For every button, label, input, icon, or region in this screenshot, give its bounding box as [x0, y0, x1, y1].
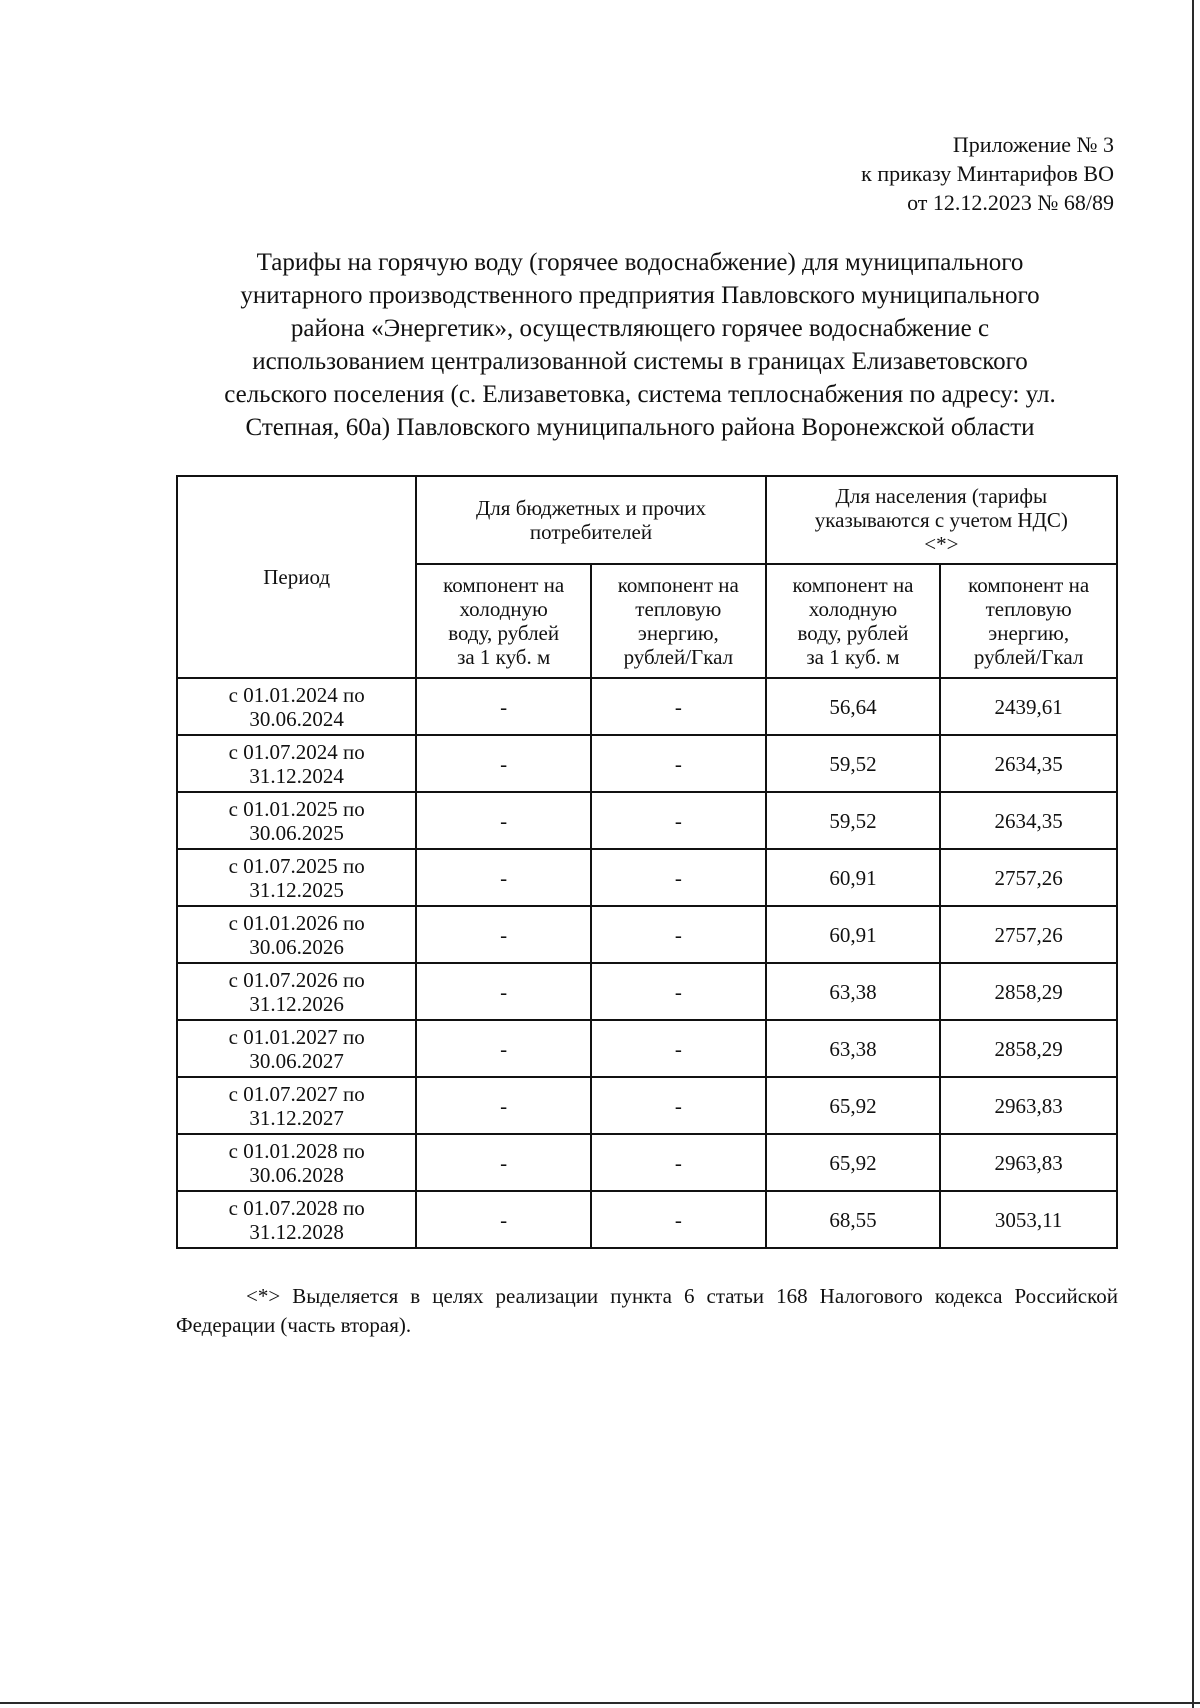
appendix-reference — [861, 130, 1114, 217]
population-cold-cell: 68,55 — [766, 1191, 941, 1248]
budget-cold-cell: - — [416, 1020, 591, 1077]
period-cell: с 01.07.2027 по 31.12.2027 — [177, 1077, 416, 1134]
table-row — [177, 1020, 1117, 1077]
title-line: Тарифы на горячую воду (горячее водоснабжение) для муниципального — [256, 249, 1024, 276]
population-heat-cell: 2634,35 — [940, 792, 1117, 849]
budget-heat-cell: - — [591, 1020, 766, 1077]
tariff-table — [176, 475, 1118, 1249]
table-row — [177, 1191, 1117, 1248]
budget-heat-cell: - — [591, 1134, 766, 1191]
period-cell: с 01.07.2024 по 31.12.2024 — [177, 735, 416, 792]
title-line: сельского поселения (с. Елизаветовка, система теплоснабжения по адресу: ул. — [224, 381, 1056, 408]
population-heat-cell: 2439,61 — [940, 678, 1117, 735]
period-cell: с 01.01.2024 по 30.06.2024 — [177, 678, 416, 735]
period-cell: с 01.01.2026 по 30.06.2026 — [177, 906, 416, 963]
period-cell: с 01.01.2027 по 30.06.2027 — [177, 1020, 416, 1077]
title-line: района «Энергетик», осуществляющего горячее водоснабжение с — [290, 315, 990, 342]
budget-cold-cell: - — [416, 735, 591, 792]
period-cell: с 01.01.2028 по 30.06.2028 — [177, 1134, 416, 1191]
budget-cold-cell: - — [416, 849, 591, 906]
budget-heat-cell: - — [591, 1191, 766, 1248]
table-row — [177, 1134, 1117, 1191]
budget-heat-cell: - — [591, 792, 766, 849]
budget-heat-header: компонент на тепловую энергию, рублей/Гкал — [591, 564, 766, 678]
budget-heat-cell: - — [591, 849, 766, 906]
budget-cold-cell: - — [416, 1134, 591, 1191]
population-heat-cell: 2634,35 — [940, 735, 1117, 792]
population-cold-header: компонент на холодную воду, рублей за 1 куб. м — [766, 564, 941, 678]
document-title — [160, 246, 1120, 444]
population-heat-cell: 2757,26 — [940, 906, 1117, 963]
title-line: Степная, 60а) Павловского муниципального района Воронежской области — [245, 414, 1035, 441]
population-heat-cell: 2858,29 — [940, 963, 1117, 1020]
budget-cold-cell: - — [416, 963, 591, 1020]
population-cold-cell: 63,38 — [766, 963, 941, 1020]
appendix-order: к приказу Минтарифов ВО — [861, 161, 1114, 186]
title-line: унитарного производственного предприятия Павловского муниципального — [240, 282, 1040, 309]
population-heat-cell: 2963,83 — [940, 1134, 1117, 1191]
budget-cold-cell: - — [416, 1077, 591, 1134]
budget-heat-cell: - — [591, 906, 766, 963]
population-cold-cell: 60,91 — [766, 906, 941, 963]
population-cold-cell: 59,52 — [766, 735, 941, 792]
budget-cold-cell: - — [416, 906, 591, 963]
budget-cold-cell: - — [416, 792, 591, 849]
table-row — [177, 906, 1117, 963]
population-cold-cell: 60,91 — [766, 849, 941, 906]
table-row — [177, 1077, 1117, 1134]
population-cold-cell: 65,92 — [766, 1134, 941, 1191]
table-row — [177, 792, 1117, 849]
period-cell: с 01.07.2026 по 31.12.2026 — [177, 963, 416, 1020]
population-group-header: Для населения (тарифы указываются с учетом НДС) <*> — [766, 476, 1117, 564]
population-cold-cell: 59,52 — [766, 792, 941, 849]
population-heat-cell: 3053,11 — [940, 1191, 1117, 1248]
period-cell: с 01.01.2025 по 30.06.2025 — [177, 792, 416, 849]
population-heat-header: компонент на тепловую энергию, рублей/Гкал — [940, 564, 1117, 678]
population-heat-cell: 2757,26 — [940, 849, 1117, 906]
population-heat-cell: 2963,83 — [940, 1077, 1117, 1134]
budget-heat-cell: - — [591, 678, 766, 735]
budget-cold-cell: - — [416, 1191, 591, 1248]
population-cold-cell: 56,64 — [766, 678, 941, 735]
budget-cold-cell: - — [416, 678, 591, 735]
table-row — [177, 849, 1117, 906]
table-header-row — [177, 476, 1117, 564]
population-cold-cell: 65,92 — [766, 1077, 941, 1134]
budget-cold-header: компонент на холодную воду, рублей за 1 куб. м — [416, 564, 591, 678]
period-cell: с 01.07.2025 по 31.12.2025 — [177, 849, 416, 906]
budget-heat-cell: - — [591, 735, 766, 792]
appendix-date: от 12.12.2023 № 68/89 — [907, 190, 1114, 215]
scan-edge-right — [1192, 0, 1194, 1708]
title-line: использованием централизованной системы в границах Елизаветовского — [252, 348, 1028, 375]
scan-edge-bottom — [0, 1702, 1200, 1704]
budget-heat-cell: - — [591, 963, 766, 1020]
budget-heat-cell: - — [591, 1077, 766, 1134]
table-row — [177, 678, 1117, 735]
period-header: Период — [177, 476, 416, 678]
population-cold-cell: 63,38 — [766, 1020, 941, 1077]
footnote: <*> Выделяется в целях реализации пункта 6 статьи 168 Налогового кодекса Российской Федерации (часть вторая). — [176, 1284, 1118, 1337]
table-row — [177, 963, 1117, 1020]
period-cell: с 01.07.2028 по 31.12.2028 — [177, 1191, 416, 1248]
table-row — [177, 735, 1117, 792]
population-heat-cell: 2858,29 — [940, 1020, 1117, 1077]
budget-group-header: Для бюджетных и прочих потребителей — [416, 476, 765, 564]
appendix-number: Приложение № 3 — [952, 132, 1114, 157]
